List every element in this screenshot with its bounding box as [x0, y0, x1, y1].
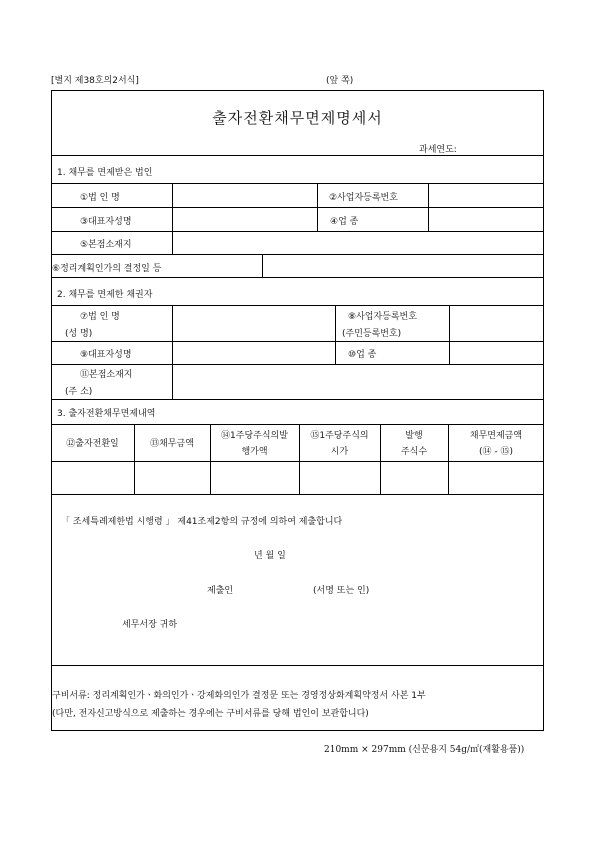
- s2-corp-name-field[interactable]: [173, 306, 334, 340]
- col-conversion-date: ⑫출자전환일: [66, 439, 119, 449]
- paper-spec: 210mm × 297mm (신문용지 54g/㎡(재활용품)): [324, 745, 525, 755]
- col-issue-price-l1: ⑭1주당주식의발: [221, 431, 288, 441]
- s2-rep-name-field[interactable]: [173, 342, 334, 363]
- submitter-label: 제출인: [207, 586, 234, 596]
- addressee: 세무서장 귀하: [122, 620, 178, 630]
- rule: [51, 424, 544, 425]
- s1-corp-name-field[interactable]: [173, 184, 316, 206]
- page-side-label: (앞 쪽): [326, 76, 354, 86]
- declaration-date-line: 년 월 일: [254, 551, 286, 561]
- s1-biz-reg-no-label: ②사업자등록번호: [329, 193, 398, 203]
- rule: [51, 155, 544, 156]
- s1-hq-address-field[interactable]: [173, 232, 543, 253]
- s2-rep-name-label: ⑨대표자성명: [80, 350, 132, 360]
- s1-corp-name-label: ①법 인 명: [80, 193, 120, 203]
- attachments-line1: 구비서류: 정리계획인가ㆍ화의인가ㆍ강제화의인가 결정문 또는 경영정상화계획약정서 사본 1부: [52, 691, 426, 701]
- table-cell-exemption-amount[interactable]: [449, 462, 543, 493]
- col-exemption-amount-l1: 채무면제금액: [469, 431, 523, 441]
- section1-heading: 1. 채무를 면제받은 법인: [57, 168, 153, 178]
- col-market-price-l2: 시가: [330, 447, 349, 457]
- rule: [335, 305, 336, 364]
- attachments-line2: (다만, 전자신고방식으로 제출하는 경우에는 구비서류를 당해 법인이 보관합니다): [52, 709, 369, 719]
- section2-heading: 2. 채무를 면제한 채권자: [57, 290, 153, 300]
- col-market-price-l1: ⑮1주당주식의: [310, 431, 369, 441]
- s2-resident-no-label: (주민등록번호): [342, 329, 402, 339]
- table-cell-market-price[interactable]: [300, 462, 379, 493]
- col-shares-issued-l2: 주식수: [400, 447, 428, 457]
- col-shares-issued-l1: 발행: [405, 431, 423, 441]
- s1-industry-field[interactable]: [429, 208, 543, 230]
- s1-industry-label: ④업 종: [330, 217, 359, 227]
- form-title: 출자전환채무면제명세서: [212, 109, 383, 127]
- rule: [317, 183, 318, 231]
- s1-rehab-date-field[interactable]: [263, 255, 543, 276]
- s2-industry-field[interactable]: [450, 342, 543, 363]
- s2-person-name-label: (성 명): [65, 329, 93, 339]
- s1-rep-name-label: ③대표자성명: [80, 217, 132, 227]
- table-cell-conversion-date[interactable]: [52, 462, 133, 493]
- s1-hq-address-label: ⑤본점소재지: [80, 240, 132, 250]
- rule: [51, 494, 544, 495]
- declaration-statement: 「 조세특례제한법 시행령 」 제41조제2항의 규정에 의하여 제출합니다: [61, 517, 343, 527]
- s1-biz-reg-no-field[interactable]: [429, 184, 543, 206]
- s2-address-label: (주 소): [65, 387, 93, 397]
- s2-address-field[interactable]: [173, 365, 543, 398]
- rule: [51, 277, 544, 278]
- col-exemption-amount-l2: (⑭ - ⑮): [479, 447, 513, 457]
- s2-corp-name-label: ⑦법 인 명: [80, 312, 120, 322]
- tax-year-label: 과세연도:: [419, 145, 457, 155]
- s2-hq-label: ⑪본점소재지: [80, 370, 133, 380]
- table-cell-debt-amount[interactable]: [135, 462, 209, 493]
- s2-biz-reg-no-label: ⑧사업자등록번호: [348, 312, 417, 322]
- rule: [51, 399, 544, 400]
- rule: [51, 665, 544, 666]
- table-cell-shares-issued[interactable]: [381, 462, 447, 493]
- s1-rehab-date-label: ⑥정리계획인가의 결정일 등: [52, 264, 162, 274]
- form-reference: [별지 제38호의2서식]: [51, 76, 139, 86]
- signature-label: (서명 또는 인): [313, 586, 370, 596]
- col-issue-price-l2: 행가액: [241, 447, 268, 457]
- s2-biz-reg-no-field[interactable]: [450, 306, 543, 340]
- col-debt-amount: ⑬채무금액: [150, 439, 194, 449]
- s2-industry-label: ⑩업 종: [348, 350, 377, 360]
- s1-rep-name-field[interactable]: [173, 208, 316, 230]
- table-cell-issue-price[interactable]: [211, 462, 298, 493]
- section3-heading: 3. 출자전환채무면제내역: [57, 409, 156, 419]
